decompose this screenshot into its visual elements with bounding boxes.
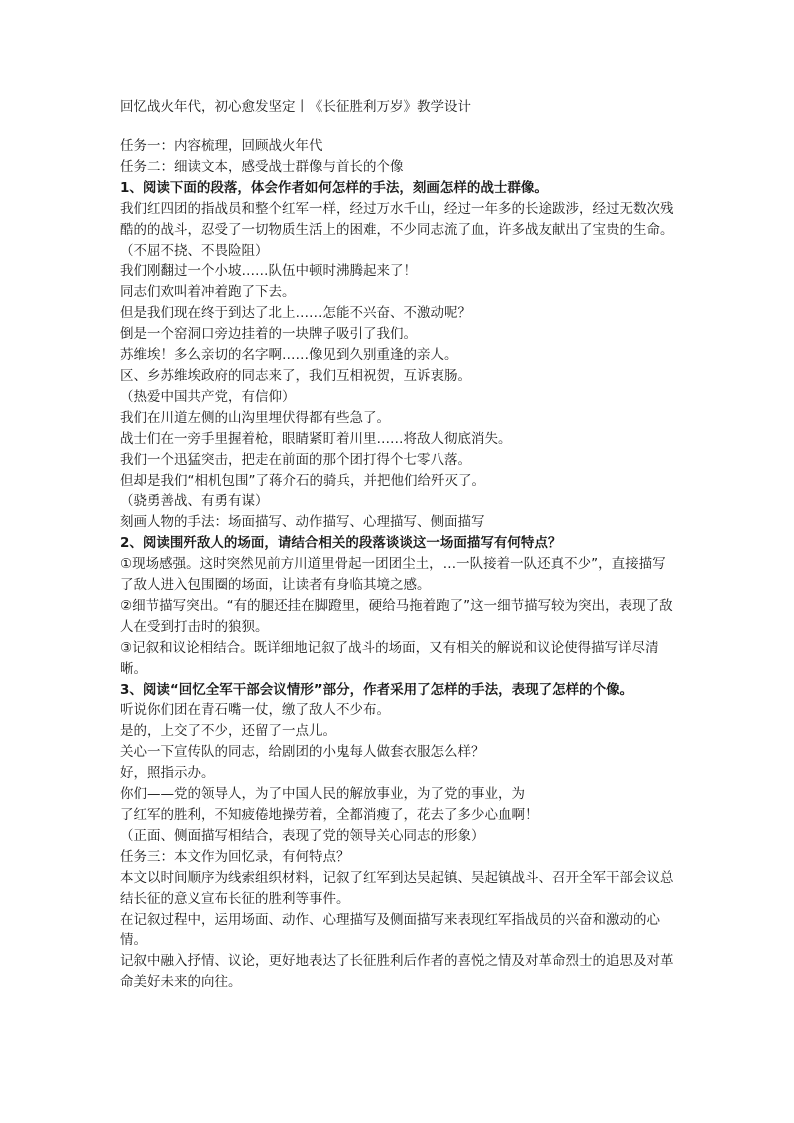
- body-paragraph: 记叙中融入抒情、议论，更好地表达了长征胜利后作者的喜悦之情及对革命烈士的追思及对革命美好未来的向往。: [120, 953, 674, 991]
- body-paragraph: 关心一下宣传队的同志，给剧团的小鬼每人做套衣服怎么样？: [120, 744, 485, 761]
- body-paragraph: 但却是我们“相机包围”了蒋介石的骑兵，并把他们给歼灭了。: [120, 472, 485, 489]
- question-heading: 2、阅读围歼敌人的场面，请结合相关的段落谈谈这一场面描写有何特点？: [120, 535, 562, 552]
- body-paragraph: 你们——党的领导人，为了中国人民的解放事业，为了党的事业，为: [120, 786, 525, 803]
- body-paragraph: 我们在川道左侧的山沟里埋伏得都有些急了。: [120, 409, 390, 426]
- body-paragraph: 我们红四团的指战员和整个红军一样，经过万水千山，经过一年多的长途跋涉，经过无数次残酷的的战斗，忍受了一切物质生活上的困难，不少同志流了血，许多战友献出了宝贵的生命。: [120, 200, 674, 238]
- question-heading: 3、阅读“回忆全军干部会议情形”部分，作者采用了怎样的手法，表现了怎样的个像。: [120, 681, 634, 698]
- body-paragraph: 同志们欢叫着冲着跑了下去。: [120, 284, 296, 301]
- body-paragraph: ③记叙和议论相结合。既详细地记叙了战斗的场面，又有相关的解说和议论使得描写详尽清晰。: [120, 639, 659, 677]
- document-title: 回忆战火年代，初心愈发坚定丨《长征胜利万岁》教学设计: [120, 99, 471, 115]
- body-paragraph: 但是我们现在终于到达了北上……怎能不兴奋、不激动呢？: [120, 305, 471, 322]
- body-paragraph: （热爱中国共产党，有信仰）: [120, 388, 296, 405]
- body-paragraph: ①现场感强。这时突然见前方川道里骨起一团团尘土，…一队接着一队还真不少”，直接描写了敌人进入包围圈的场面，让读者有身临其境之感。: [120, 556, 666, 594]
- body-paragraph: 任务三：本文作为回忆录，有何特点？: [120, 848, 350, 865]
- body-paragraph: （骁勇善战、有勇有谋）: [120, 493, 269, 510]
- question-heading: 1、阅读下面的段落，体会作者如何怎样的手法，刻画怎样的战士群像。: [120, 179, 548, 196]
- document-body: [120, 136, 678, 993]
- body-paragraph: 我们刚翻过一个小坡……队伍中顿时沸腾起来了！: [120, 263, 417, 280]
- body-paragraph: 我们一个迅猛突击，把走在前面的那个团打得个七零八落。: [120, 451, 471, 468]
- body-paragraph: （不屈不挠、不畏险阻）: [120, 242, 269, 259]
- body-paragraph: ②细节描写突出。“有的腿还挂在脚蹬里，硬给马拖着跑了”这一细节描写较为突出，表现了敌人在受到打击时的狼狈。: [120, 597, 673, 635]
- body-paragraph: 在记叙过程中，运用场面、动作、心理描写及侧面描写来表现红军指战员的兴奋和激动的心情。: [120, 911, 660, 949]
- body-paragraph: 了红军的胜利，不知疲倦地操劳着，全都消瘦了，花去了多少心血啊！: [120, 807, 539, 823]
- body-paragraph: 本文以时间顺序为线索组织材料，记叙了红军到达吴起镇、吴起镇战斗、召开全军干部会议总结长征的意义宣布长征的胜利等事件。: [120, 869, 674, 907]
- body-paragraph: 刻画人物的手法：场面描写、动作描写、心理描写、侧面描写: [120, 514, 485, 531]
- body-paragraph: 好，照指示办。: [120, 765, 215, 782]
- body-paragraph: 任务二：细读文本，感受战士群像与首长的个像: [120, 158, 404, 175]
- body-paragraph: 战士们在一旁手里握着枪，眼睛紧盯着川里……将敌人彻底消失。: [120, 430, 512, 447]
- body-paragraph: 是的，上交了不少，还留了一点儿。: [120, 723, 336, 740]
- body-paragraph: 苏维埃！多么亲切的名字啊……像见到久别重逢的亲人。: [120, 347, 458, 364]
- body-paragraph: 听说你们团在青石嘴一仗，缴了敌人不少布。: [120, 702, 390, 719]
- body-paragraph: 区、乡苏维埃政府的同志来了，我们互相祝贺，互诉衷肠。: [120, 367, 471, 384]
- body-paragraph: 任务一：内容梳理，回顾战火年代: [120, 138, 323, 154]
- body-paragraph: 倒是一个窑洞口旁边挂着的一块牌子吸引了我们。: [120, 326, 417, 343]
- body-paragraph: （正面、侧面描写相结合，表现了党的领导关心同志的形象）: [120, 827, 485, 844]
